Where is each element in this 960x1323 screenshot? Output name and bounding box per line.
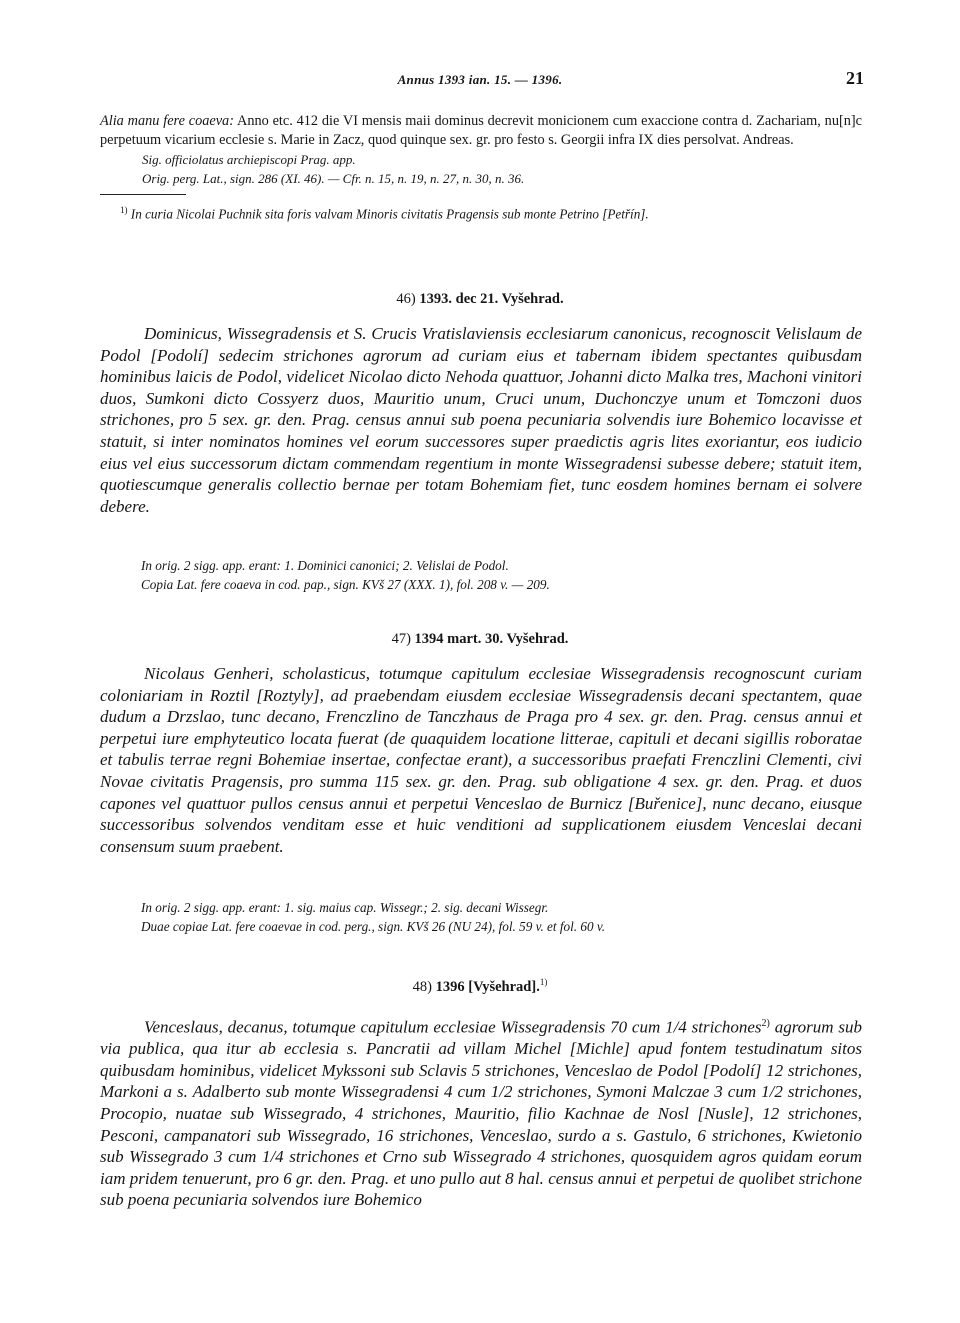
footnote-mark: 1): [120, 205, 128, 215]
fraction: 1/2: [490, 1082, 513, 1102]
footnote-text: In curia Nicolai Puchnik sita foris valvam Minoris civitatis Pragensis sub monte Petrino [Petřín].: [127, 206, 649, 222]
footnote: [100, 201, 862, 223]
document-46-number: 46): [396, 291, 416, 307]
document-46-note-copy: Copia Lat. fere coaeva in cod. pap., sign. KVš 27 (XXX. 1), fol. 208 v. — 209.: [141, 576, 550, 592]
document-47-notes: [141, 899, 861, 936]
page-number: 21: [846, 68, 864, 88]
fraction: 1/4: [261, 1147, 284, 1167]
document-48-number: 48): [412, 978, 432, 995]
footnote-rule: [100, 194, 186, 195]
document-47-note-copies: Duae copiae Lat. fere coaevae in cod. perg., sign. KVš 26 (NU 24), fol. 59 v. et fol. 60 v.: [141, 918, 606, 934]
running-head: Annus 1393 ian. 15. — 1396.: [397, 72, 563, 87]
document-47-note-seals: In orig. 2 sigg. app. erant: 1. sig. maius cap. Wissegr.; 2. sig. decani Wissegr.: [141, 900, 549, 915]
document-46-body: [100, 323, 862, 517]
document-48-date: 1396 [Vyšehrad].: [435, 978, 540, 995]
later-hand-text: Anno etc. 412 die VI mensis maii dominus decrevit monicionem cum exaccione contra d. Zachariam, nu[n]c perpetuum vicarium ecclesie s. Marie in Zacz, quod quinque sex. gr. pro festo s. Georgii infra IX dies persolvat. Andreas.: [100, 113, 862, 148]
document-46-notes: [141, 557, 861, 594]
fraction: 1/2: [761, 1082, 783, 1102]
document-47-text: Nicolaus Genheri, scholasticus, totumque capitulum ecclesiae Wissegradensis recognoscunt curiam coloniariam in Roztil [Roztyly], ad praebendam eiusdem ecclesiae Wissegradensis decani spectantem, quae dudum a Drzslao, tunc decano, Frenczlino de Tanczhaus de Praga pro 4 sex. gr. den. Prag. census annui et perpetui iure emphyteutico locata fuerat (de quaquidem locatione litterae, capituli et decani sigillis roboratae et tabulis terrae regni Bohemiae insertae, confectae erant), a successoribus praefati Frenczlini Clementi, civi Novae civitatis Pragensis, pro summa 115 sex. gr. den. Prag. sub obligatione 4 sex. gr. den. Prag. et duos capones vel quattuor pullos census annui et perpetui Venceslao de Burnicz [Buřenice], nunc decano, eiusque successoribus solvendos venditam esse et huic venditioni ad supplicationem eiusdem Venceslai decani consensum suum praebent.: [100, 664, 862, 856]
page-header: [0, 68, 960, 92]
document-46-text: Dominicus, Wissegradensis et S. Crucis Vratislaviensis ecclesiarum canonicus, recognoscit Velislaum de Podol [Podolí] sedecim strichones agrorum ad curiam eius et tabernam ibidem spectantes quibusdam hominibus laicis de Podol, videlicet Nicolao dicto Nehoda quattuor, Johanni dicto Malka tres, Machoni vinitori duos, Sumkoni dicto Cossyerz duos, Mauritio unum, Cruci unum, Duchonczye unum et Tomczoni duos strichones, pro 5 sex. gr. den. Prag. census annui sub poena pecuniaria solvendis iure Bohemico locavisse et statuit, si inter nominatos homines vel eorum successores super praedictis agris lites exoriantur, eos iudicio eius vel eius successorum dictam commendam regentium in monte Wissegradensi subesse debere; statuit item, quotiescumque generalis collectio bernae per totam Bohemiam fiet, tunc eosdem homines bernam ei solvere debere.: [100, 324, 862, 516]
original-note: Orig. perg. Lat., sign. 286 (XI. 46). — Cfr. n. 15, n. 19, n. 27, n. 30, n. 36.: [142, 171, 525, 186]
later-hand-label: Alia manu fere coaeva:: [100, 113, 234, 129]
seal-note: Sig. officiolatus archiepiscopi Prag. app.: [142, 152, 356, 167]
document-48-footnote-mark: 1): [539, 977, 548, 987]
text-segment: strichones, Procopio, nuatae sub Wissegrado, 4 strichones, Mauritio, filio Kachnae de Nosl [Nusle], 12 strichones, Pesconi, campanatori sub Wissegrado, 16 strichones, Venceslao, surdo a s. Gastulo, 6 strichones, Kwietonio sub Wissegrado 3 cum: [100, 1082, 862, 1167]
text-segment: strichones, Symoni Malczae 3 cum: [512, 1082, 762, 1102]
preceding-document-tail: [100, 112, 862, 223]
document-47-heading: [0, 631, 960, 648]
document-46-date: 1393. dec 21. Vyšehrad.: [419, 291, 564, 307]
text-segment: Venceslaus, decanus, totumque capitulum ecclesiae Wissegradensis 70 cum: [144, 1017, 666, 1037]
document-48-body: [100, 1013, 862, 1211]
document-46-note-seals: In orig. 2 sigg. app. erant: 1. Dominici canonici; 2. Velislai de Podol.: [141, 558, 509, 573]
footnote-mark: 2): [761, 1018, 770, 1029]
text-segment: agrorum sub via publica, qua itur ab ecclesia s. Pancratii ad villam Michel [Michle] apud fontem testudinatum sitos quibusdam hominibus, videlicet Mykssoni sub Sclavis 5 strichones, Venceslao de Podol [Podolí] 12 strichones, Markoni a s. Adalberto sub monte Wissegradensi 4 cum: [100, 1017, 863, 1102]
text-segment: strichones et Crno sub Wissegrado 4 strichones, quosquidem agros quidam eorum iam pridem tenuerunt, pro 6 gr. den. Prag. et uno pullo aut 8 hal. census annui et perpetui de quolibet strichone sub poena pecuniaria solvendos iure Bohemico: [100, 1147, 862, 1210]
later-hand-note: [100, 112, 862, 150]
document-47-body: [100, 663, 862, 857]
document-46-heading: [0, 291, 960, 308]
text-segment: strichones: [686, 1017, 762, 1037]
document-47-date: 1394 mart. 30. Vyšehrad.: [414, 631, 569, 647]
document-48-text: [100, 1013, 862, 1211]
document-47-number: 47): [391, 631, 411, 647]
document-48-heading: [0, 977, 960, 996]
fraction: 1/4: [665, 1017, 687, 1037]
